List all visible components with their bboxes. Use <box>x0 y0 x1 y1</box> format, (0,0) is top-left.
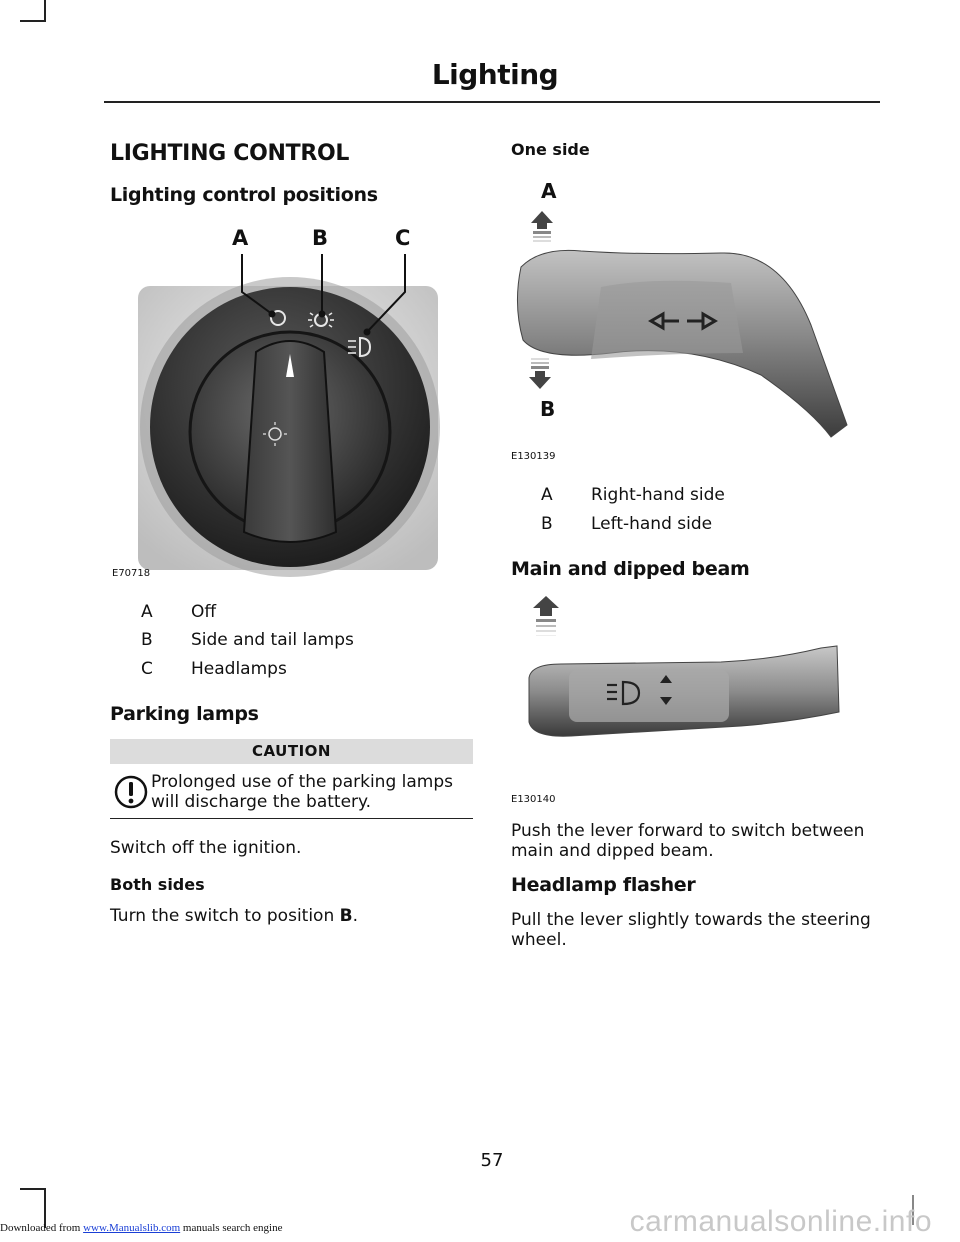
parking-lamps-title: Parking lamps <box>110 703 259 725</box>
one-side-title: One side <box>511 140 590 159</box>
list-key: B <box>541 514 553 534</box>
header-rule <box>104 101 880 103</box>
indicator-stalk-illustration <box>511 175 861 465</box>
running-header-title: Lighting <box>431 58 559 91</box>
beam-text-line2: main and dipped beam. <box>511 841 714 861</box>
footer-suffix: manuals search engine <box>180 1222 283 1234</box>
figure-code: E130140 <box>511 794 556 805</box>
figure-code: E70718 <box>112 568 151 579</box>
caution-heading: CAUTION <box>110 739 473 764</box>
turn-switch-text <box>110 906 358 926</box>
warning-icon <box>114 775 148 809</box>
footer-prefix: Downloaded from <box>0 1222 84 1234</box>
lighting-switch-figure <box>110 222 474 582</box>
stalk-label-a: A <box>541 179 557 203</box>
headlamp-flasher-title: Headlamp flasher <box>511 874 696 896</box>
crop-mark-top-v <box>44 0 46 22</box>
crop-mark-bottom-h <box>20 1188 46 1190</box>
list-key: B <box>141 630 153 650</box>
list-key: A <box>541 485 553 505</box>
callout-a: A <box>232 226 248 250</box>
lighting-switch-illustration <box>110 222 474 582</box>
list-value: Left-hand side <box>591 514 713 534</box>
download-footer <box>0 1222 282 1234</box>
figure-code: E130139 <box>511 451 556 462</box>
beam-stalk-figure <box>511 592 861 810</box>
beam-text-line1: Push the lever forward to switch between <box>511 821 865 841</box>
switch-off-text: Switch off the ignition. <box>110 838 302 858</box>
watermark: carmanualsonline.info <box>629 1205 932 1238</box>
stalk-label-b: B <box>540 397 555 421</box>
list-key: A <box>141 602 153 622</box>
section-title: LIGHTING CONTROL <box>110 141 350 166</box>
list-value: Right-hand side <box>591 485 725 505</box>
list-key: C <box>141 659 153 679</box>
turn-switch-text-main: Turn the switch to position <box>110 906 340 926</box>
subsection-title: Lighting control positions <box>110 184 378 206</box>
both-sides-title: Both sides <box>110 875 205 894</box>
beam-stalk-illustration <box>511 592 861 810</box>
main-dipped-beam-title: Main and dipped beam <box>511 558 750 580</box>
caution-text-line1: Prolonged use of the parking lamps <box>151 772 453 792</box>
flasher-text-line2: wheel. <box>511 930 567 950</box>
caution-rule <box>110 818 473 819</box>
flasher-text-line1: Pull the lever slightly towards the steering <box>511 910 871 930</box>
list-value: Off <box>191 602 217 622</box>
indicator-stalk-figure <box>511 175 861 465</box>
page-number: 57 <box>480 1150 504 1171</box>
list-value: Side and tail lamps <box>191 630 354 650</box>
caution-text-line2: will discharge the battery. <box>151 792 372 812</box>
callout-c: C <box>395 226 411 250</box>
turn-switch-position: B <box>339 906 353 926</box>
list-value: Headlamps <box>191 659 287 679</box>
manualslib-link[interactable]: www.Manualslib.com <box>83 1222 181 1234</box>
turn-switch-text-end: . <box>352 906 359 926</box>
crop-mark-top-h <box>20 20 46 22</box>
callout-b: B <box>312 226 328 250</box>
